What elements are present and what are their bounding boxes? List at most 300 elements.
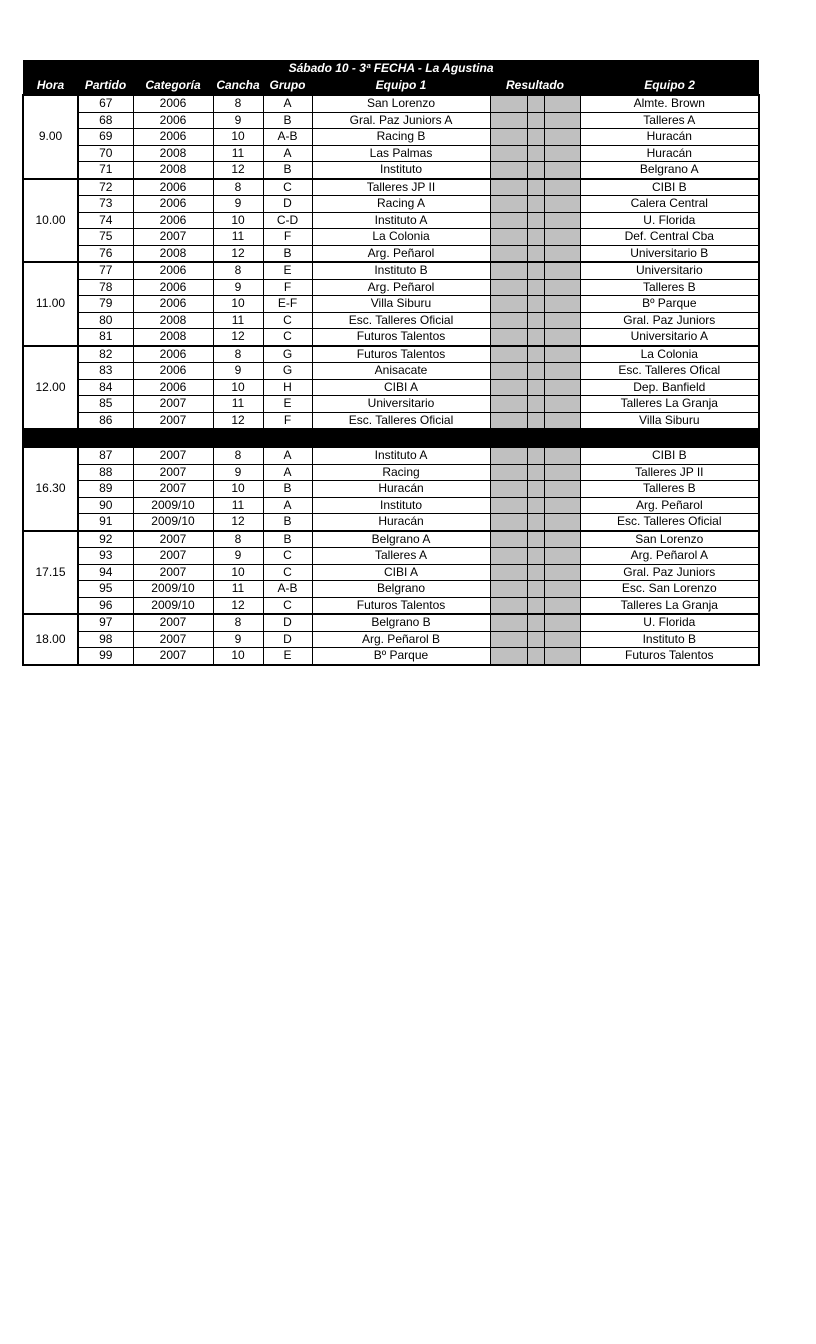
table-row	[23, 179, 759, 196]
hora-cell: 12.00	[23, 346, 78, 430]
resultado-score-1	[490, 614, 527, 631]
cancha-cell: 9	[213, 112, 263, 129]
grupo-cell: E-F	[263, 296, 312, 313]
resultado-score-2	[544, 346, 580, 363]
grupo-cell: B	[263, 162, 312, 179]
resultado-score-2	[544, 212, 580, 229]
resultado-score-1	[490, 95, 527, 112]
cancha-cell: 10	[213, 212, 263, 229]
resultado-score-1	[490, 648, 527, 665]
cancha-cell: 9	[213, 631, 263, 648]
partido-cell: 80	[78, 312, 133, 329]
resultado-score-2	[544, 112, 580, 129]
resultado-score-2	[544, 514, 580, 531]
equipo2-cell: Huracán	[580, 129, 759, 146]
table-row	[23, 481, 759, 498]
equipo1-cell: Arg. Peñarol	[312, 245, 490, 262]
table-row	[23, 162, 759, 179]
hora-cell: 17.15	[23, 531, 78, 615]
equipo2-cell: Belgrano A	[580, 162, 759, 179]
partido-cell: 92	[78, 531, 133, 548]
header-cancha: Cancha	[213, 76, 263, 95]
equipo1-cell: CIBI A	[312, 379, 490, 396]
categoria-cell: 2007	[133, 396, 213, 413]
partido-cell: 83	[78, 363, 133, 380]
table-row	[23, 464, 759, 481]
table-row	[23, 245, 759, 262]
resultado-score-1	[490, 481, 527, 498]
partido-cell: 84	[78, 379, 133, 396]
table-row	[23, 279, 759, 296]
categoria-cell: 2007	[133, 412, 213, 429]
partido-cell: 98	[78, 631, 133, 648]
resultado-score-2	[544, 162, 580, 179]
hora-cell: 18.00	[23, 614, 78, 665]
resultado-score-2	[544, 412, 580, 429]
cancha-cell: 8	[213, 614, 263, 631]
resultado-divider	[527, 396, 544, 413]
cancha-cell: 11	[213, 581, 263, 598]
categoria-cell: 2006	[133, 95, 213, 112]
equipo2-cell: Talleres B	[580, 481, 759, 498]
resultado-divider	[527, 531, 544, 548]
partido-cell: 86	[78, 412, 133, 429]
resultado-divider	[527, 245, 544, 262]
table-row	[23, 614, 759, 631]
equipo2-cell: Instituto B	[580, 631, 759, 648]
grupo-cell: F	[263, 229, 312, 246]
grupo-cell: F	[263, 279, 312, 296]
cancha-cell: 9	[213, 363, 263, 380]
resultado-score-2	[544, 145, 580, 162]
categoria-cell: 2006	[133, 179, 213, 196]
cancha-cell: 10	[213, 129, 263, 146]
cancha-cell: 10	[213, 481, 263, 498]
equipo2-cell: Almte. Brown	[580, 95, 759, 112]
equipo2-cell: Universitario A	[580, 329, 759, 346]
table-row	[23, 581, 759, 598]
header-equipo1: Equipo 1	[312, 76, 490, 95]
resultado-score-2	[544, 179, 580, 196]
table-row	[23, 196, 759, 213]
resultado-divider	[527, 581, 544, 598]
grupo-cell: G	[263, 346, 312, 363]
resultado-divider	[527, 212, 544, 229]
resultado-score-2	[544, 312, 580, 329]
partido-cell: 97	[78, 614, 133, 631]
grupo-cell: A	[263, 464, 312, 481]
categoria-cell: 2006	[133, 212, 213, 229]
hora-cell: 16.30	[23, 447, 78, 531]
categoria-cell: 2007	[133, 648, 213, 665]
table-row	[23, 597, 759, 614]
partido-cell: 91	[78, 514, 133, 531]
resultado-divider	[527, 279, 544, 296]
grupo-cell: E	[263, 396, 312, 413]
cancha-cell: 10	[213, 296, 263, 313]
categoria-cell: 2008	[133, 245, 213, 262]
categoria-cell: 2006	[133, 262, 213, 279]
header-row	[23, 76, 759, 95]
table-row	[23, 548, 759, 565]
separator-bar	[23, 429, 759, 447]
equipo2-cell: San Lorenzo	[580, 531, 759, 548]
resultado-score-1	[490, 329, 527, 346]
resultado-divider	[527, 329, 544, 346]
resultado-divider	[527, 229, 544, 246]
table-row	[23, 229, 759, 246]
grupo-cell: B	[263, 112, 312, 129]
resultado-score-2	[544, 597, 580, 614]
equipo2-cell: Calera Central	[580, 196, 759, 213]
resultado-divider	[527, 497, 544, 514]
table-row	[23, 447, 759, 464]
resultado-score-1	[490, 412, 527, 429]
categoria-cell: 2006	[133, 129, 213, 146]
cancha-cell: 9	[213, 548, 263, 565]
resultado-score-2	[544, 481, 580, 498]
table-row	[23, 396, 759, 413]
resultado-score-2	[544, 447, 580, 464]
equipo2-cell: La Colonia	[580, 346, 759, 363]
categoria-cell: 2009/10	[133, 597, 213, 614]
partido-cell: 82	[78, 346, 133, 363]
resultado-divider	[527, 95, 544, 112]
table-row	[23, 564, 759, 581]
equipo1-cell: Gral. Paz Juniors A	[312, 112, 490, 129]
equipo1-cell: Arg. Peñarol	[312, 279, 490, 296]
equipo2-cell: Arg. Peñarol A	[580, 548, 759, 565]
sheet-title: Sábado 10 - 3ª FECHA - La Agustina	[23, 60, 759, 76]
resultado-score-1	[490, 447, 527, 464]
grupo-cell: E	[263, 648, 312, 665]
resultado-score-1	[490, 497, 527, 514]
resultado-divider	[527, 312, 544, 329]
equipo2-cell: Gral. Paz Juniors	[580, 312, 759, 329]
cancha-cell: 12	[213, 245, 263, 262]
resultado-score-1	[490, 396, 527, 413]
categoria-cell: 2009/10	[133, 497, 213, 514]
resultado-score-2	[544, 379, 580, 396]
cancha-cell: 9	[213, 279, 263, 296]
equipo2-cell: Gral. Paz Juniors	[580, 564, 759, 581]
grupo-cell: A	[263, 447, 312, 464]
grupo-cell: A-B	[263, 129, 312, 146]
resultado-score-1	[490, 179, 527, 196]
equipo2-cell: Universitario B	[580, 245, 759, 262]
partido-cell: 72	[78, 179, 133, 196]
resultado-divider	[527, 597, 544, 614]
table-row	[23, 648, 759, 665]
categoria-cell: 2006	[133, 296, 213, 313]
resultado-score-1	[490, 112, 527, 129]
equipo1-cell: Belgrano A	[312, 531, 490, 548]
equipo2-cell: Dep. Banfield	[580, 379, 759, 396]
categoria-cell: 2008	[133, 162, 213, 179]
categoria-cell: 2007	[133, 614, 213, 631]
grupo-cell: A	[263, 497, 312, 514]
equipo2-cell: Esc. San Lorenzo	[580, 581, 759, 598]
partido-cell: 78	[78, 279, 133, 296]
cancha-cell: 11	[213, 497, 263, 514]
equipo2-cell: Def. Central Cba	[580, 229, 759, 246]
resultado-score-1	[490, 548, 527, 565]
categoria-cell: 2008	[133, 329, 213, 346]
resultado-score-1	[490, 514, 527, 531]
resultado-score-1	[490, 196, 527, 213]
equipo2-cell: Talleres La Granja	[580, 396, 759, 413]
equipo2-cell: Talleres La Granja	[580, 597, 759, 614]
resultado-score-2	[544, 329, 580, 346]
partido-cell: 76	[78, 245, 133, 262]
equipo1-cell: Talleres JP II	[312, 179, 490, 196]
equipo1-cell: Belgrano B	[312, 614, 490, 631]
cancha-cell: 12	[213, 412, 263, 429]
cancha-cell: 11	[213, 145, 263, 162]
equipo1-cell: Futuros Talentos	[312, 597, 490, 614]
header-grupo: Grupo	[263, 76, 312, 95]
equipo1-cell: Belgrano	[312, 581, 490, 598]
grupo-cell: C	[263, 548, 312, 565]
grupo-cell: A-B	[263, 581, 312, 598]
resultado-score-2	[544, 196, 580, 213]
partido-cell: 69	[78, 129, 133, 146]
partido-cell: 81	[78, 329, 133, 346]
partido-cell: 93	[78, 548, 133, 565]
table-row	[23, 312, 759, 329]
resultado-score-2	[544, 396, 580, 413]
resultado-divider	[527, 162, 544, 179]
categoria-cell: 2008	[133, 145, 213, 162]
cancha-cell: 10	[213, 564, 263, 581]
equipo2-cell: Villa Siburu	[580, 412, 759, 429]
grupo-cell: C	[263, 564, 312, 581]
resultado-score-1	[490, 229, 527, 246]
resultado-score-2	[544, 497, 580, 514]
resultado-divider	[527, 363, 544, 380]
categoria-cell: 2006	[133, 279, 213, 296]
hora-cell: 9.00	[23, 95, 78, 179]
equipo1-cell: La Colonia	[312, 229, 490, 246]
table-row	[23, 112, 759, 129]
resultado-score-1	[490, 564, 527, 581]
grupo-cell: G	[263, 363, 312, 380]
partido-cell: 95	[78, 581, 133, 598]
resultado-score-1	[490, 212, 527, 229]
resultado-score-2	[544, 464, 580, 481]
equipo1-cell: San Lorenzo	[312, 95, 490, 112]
table-row	[23, 379, 759, 396]
grupo-cell: C	[263, 312, 312, 329]
resultado-divider	[527, 179, 544, 196]
resultado-score-2	[544, 279, 580, 296]
equipo1-cell: Futuros Talentos	[312, 329, 490, 346]
resultado-score-2	[544, 548, 580, 565]
resultado-divider	[527, 112, 544, 129]
resultado-score-1	[490, 296, 527, 313]
equipo2-cell: Huracán	[580, 145, 759, 162]
resultado-score-2	[544, 564, 580, 581]
header-partido: Partido	[78, 76, 133, 95]
cancha-cell: 8	[213, 262, 263, 279]
resultado-score-1	[490, 379, 527, 396]
grupo-cell: D	[263, 631, 312, 648]
resultado-score-2	[544, 631, 580, 648]
categoria-cell: 2009/10	[133, 514, 213, 531]
categoria-cell: 2006	[133, 112, 213, 129]
resultado-score-1	[490, 597, 527, 614]
categoria-cell: 2007	[133, 229, 213, 246]
categoria-cell: 2007	[133, 447, 213, 464]
table-row	[23, 296, 759, 313]
grupo-cell: H	[263, 379, 312, 396]
equipo1-cell: Arg. Peñarol B	[312, 631, 490, 648]
title-row	[23, 60, 759, 76]
table-row	[23, 514, 759, 531]
cancha-cell: 12	[213, 514, 263, 531]
grupo-cell: B	[263, 514, 312, 531]
cancha-cell: 11	[213, 229, 263, 246]
equipo2-cell: Esc. Talleres Ofical	[580, 363, 759, 380]
grupo-cell: A	[263, 95, 312, 112]
equipo2-cell: Talleres A	[580, 112, 759, 129]
table-row	[23, 212, 759, 229]
equipo2-cell: Esc. Talleres Oficial	[580, 514, 759, 531]
equipo1-cell: Racing	[312, 464, 490, 481]
equipo1-cell: CIBI A	[312, 564, 490, 581]
table-row	[23, 497, 759, 514]
cancha-cell: 11	[213, 396, 263, 413]
partido-cell: 68	[78, 112, 133, 129]
grupo-cell: D	[263, 196, 312, 213]
resultado-divider	[527, 614, 544, 631]
cancha-cell: 9	[213, 464, 263, 481]
table-row	[23, 145, 759, 162]
resultado-score-2	[544, 581, 580, 598]
partido-cell: 71	[78, 162, 133, 179]
categoria-cell: 2006	[133, 379, 213, 396]
table-row	[23, 129, 759, 146]
grupo-cell: B	[263, 481, 312, 498]
equipo1-cell: Huracán	[312, 514, 490, 531]
resultado-score-2	[544, 95, 580, 112]
partido-cell: 94	[78, 564, 133, 581]
partido-cell: 88	[78, 464, 133, 481]
hora-cell: 10.00	[23, 179, 78, 263]
partido-cell: 85	[78, 396, 133, 413]
equipo2-cell: U. Florida	[580, 212, 759, 229]
fixture-sheet	[22, 60, 758, 666]
resultado-score-1	[490, 279, 527, 296]
resultado-divider	[527, 379, 544, 396]
equipo1-cell: Esc. Talleres Oficial	[312, 412, 490, 429]
cancha-cell: 8	[213, 531, 263, 548]
resultado-divider	[527, 412, 544, 429]
header-hora: Hora	[23, 76, 78, 95]
resultado-score-1	[490, 162, 527, 179]
grupo-cell: B	[263, 245, 312, 262]
resultado-divider	[527, 145, 544, 162]
resultado-divider	[527, 548, 544, 565]
partido-cell: 73	[78, 196, 133, 213]
resultado-score-2	[544, 296, 580, 313]
resultado-divider	[527, 447, 544, 464]
cancha-cell: 8	[213, 447, 263, 464]
categoria-cell: 2007	[133, 531, 213, 548]
resultado-score-1	[490, 346, 527, 363]
resultado-divider	[527, 564, 544, 581]
equipo1-cell: Bº Parque	[312, 648, 490, 665]
resultado-divider	[527, 296, 544, 313]
categoria-cell: 2007	[133, 481, 213, 498]
resultado-divider	[527, 481, 544, 498]
equipo2-cell: Futuros Talentos	[580, 648, 759, 665]
table-row	[23, 631, 759, 648]
equipo2-cell: CIBI B	[580, 179, 759, 196]
partido-cell: 70	[78, 145, 133, 162]
hora-cell: 11.00	[23, 262, 78, 346]
resultado-score-1	[490, 129, 527, 146]
resultado-score-2	[544, 363, 580, 380]
equipo1-cell: Universitario	[312, 396, 490, 413]
partido-cell: 90	[78, 497, 133, 514]
grupo-cell: B	[263, 531, 312, 548]
resultado-divider	[527, 648, 544, 665]
equipo1-cell: Las Palmas	[312, 145, 490, 162]
resultado-divider	[527, 129, 544, 146]
header-resultado: Resultado	[490, 76, 580, 95]
grupo-cell: A	[263, 145, 312, 162]
fixture-table	[22, 60, 760, 666]
table-row	[23, 262, 759, 279]
resultado-score-2	[544, 648, 580, 665]
equipo2-cell: Talleres B	[580, 279, 759, 296]
partido-cell: 89	[78, 481, 133, 498]
equipo1-cell: Racing B	[312, 129, 490, 146]
resultado-score-2	[544, 129, 580, 146]
categoria-cell: 2007	[133, 464, 213, 481]
equipo2-cell: Universitario	[580, 262, 759, 279]
grupo-cell: C	[263, 179, 312, 196]
grupo-cell: C	[263, 597, 312, 614]
cancha-cell: 10	[213, 379, 263, 396]
partido-cell: 79	[78, 296, 133, 313]
resultado-score-1	[490, 245, 527, 262]
equipo1-cell: Instituto B	[312, 262, 490, 279]
grupo-cell: C	[263, 329, 312, 346]
resultado-divider	[527, 346, 544, 363]
cancha-cell: 9	[213, 196, 263, 213]
resultado-divider	[527, 514, 544, 531]
resultado-score-2	[544, 531, 580, 548]
table-row	[23, 95, 759, 112]
categoria-cell: 2006	[133, 363, 213, 380]
equipo1-cell: Racing A	[312, 196, 490, 213]
resultado-score-2	[544, 245, 580, 262]
categoria-cell: 2007	[133, 548, 213, 565]
resultado-score-2	[544, 262, 580, 279]
categoria-cell: 2008	[133, 312, 213, 329]
equipo2-cell: Arg. Peñarol	[580, 497, 759, 514]
grupo-cell: C-D	[263, 212, 312, 229]
partido-cell: 96	[78, 597, 133, 614]
categoria-cell: 2006	[133, 196, 213, 213]
cancha-cell: 10	[213, 648, 263, 665]
equipo2-cell: Talleres JP II	[580, 464, 759, 481]
equipo2-cell: U. Florida	[580, 614, 759, 631]
resultado-score-2	[544, 614, 580, 631]
resultado-divider	[527, 464, 544, 481]
